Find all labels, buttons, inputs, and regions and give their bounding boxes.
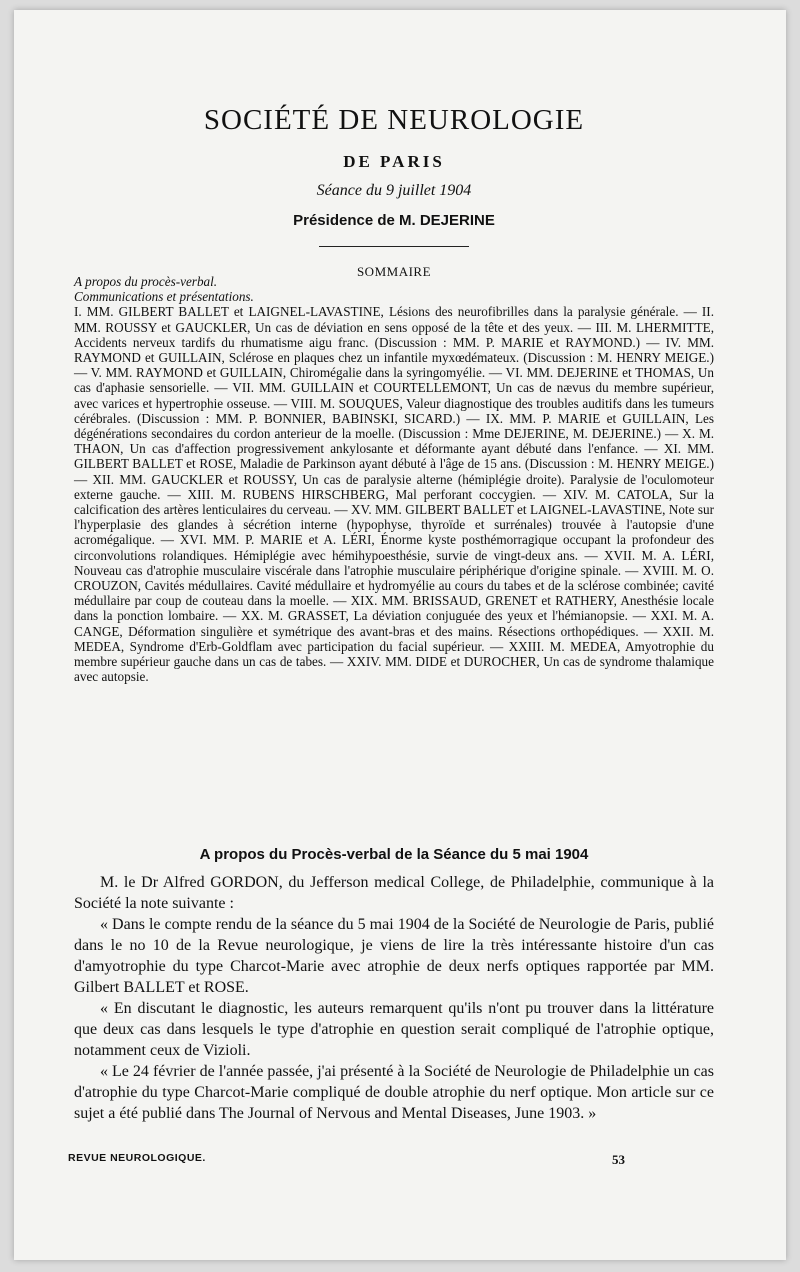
society-subtitle: DE PARIS [343,152,445,171]
summary-body: I. MM. GILBERT BALLET et LAIGNEL-LAVASTINE, Lésions des neurofibrilles dans la paralysie générale. — II. MM. ROUSSY et GAUCKLER, Un cas de déviation en sens opposé de la tête et des yeux. — III. M. LHERMITTE, Accidents nerveux tardifs du rhumatisme aigu franc. (Discussion : MM. P. MARIE et RAYMOND.) — IV. MM. RAYMOND et GUILLAIN, Sclérose en plaques chez un infantile myxœdémateux. (Discussion : M. HENRY MEIGE.) — V. MM. RAYMOND et GUILLAIN, Chiromégalie dans la syringomyélie. — VI. MM. DEJERINE et THOMAS, Un cas d'aphasie sensorielle. — VII. MM. GUILLAIN et COURTELLEMONT, Un cas de nævus du membre supérieur, avec varices et hypertrophie osseuse. — VIII. M. SOUQUES, Valeur diagnostique des troubles auditifs dans les tumeurs cérébrales. (Discussion : MM. P. BONNIER, BABINSKI, SICARD.) — IX. MM. P. MARIE et GUILLAIN, Les dégénérations secondaires du cordon anterieur de la moelle. (Discussion : Mme DEJERINE, M. DEJERINE.) — X. M. THAON, Un cas d'affection progressivement ankylosante et déformante ayant débuté dans l'enfance. — XI. MM. GILBERT BALLET et ROSE, Maladie de Parkinson ayant débuté à l'âge de 15 ans. (Discussion : M. HENRY MEIGE.) — XII. MM. GAUCKLER et ROUSSY, Un cas de paralysie alterne (hémiplégie droite). Paralysie de l'oculomoteur externe gauche. — XIII. M. RUBENS HIRSCHBERG, Mal perforant coccygien. — XIV. M. CATOLA, Sur la calcification des artères lenticulaires du cerveau. — XV. MM. GILBERT BALLET et LAIGNEL-LAVASTINE, Note sur l'hyperplasie des glandes à sécrétion interne (hypophyse, thyroïde et surrénales) trouvée à l'autopsie d'une acromégalique. — XVI. MM. P. MARIE et A. LÉRI, Énorme kyste posthémorragique occupant la profondeur des circonvolutions rolandiques. Hémiplégie avec hémihypoesthésie, survie de vingt-deux ans. — XVII. M. A. LÉRI, Nouveau cas d'atrophie musculaire viscérale dans l'atrophie musculaire périphérique d'origine spinale. — XVIII. M. O. CROUZON, Cavités médullaires. Cavité médullaire et hydromyélie au cours du tabes et de la sclérose combinée; cavité médullaire par coup de couteau dans la moelle. — XIX. MM. BRISSAUD, GRENET et RATHERY, Anesthésie locale dans la ponction lombaire. — XX. M. GRASSET, La déviation conjuguée des yeux et l'hémianopsie. — XXI. M. A. CANGE, Déformation singulière et symétrique des avant-bras et des mains. Résections orthopédiques. — XXII. M. MEDEA, Syndrome d'Erb-Goldflam avec participation du facial supérieur. — XXIII. M. MEDEA, Amyotrophie du membre supérieur gauche dans un cas de tabes. — XXIV. MM. DIDE et DUROCHER, Un cas de syndrome thalamique avec autopsie. [74,304,714,685]
journal-page [14,10,786,1260]
paragraph: « Le 24 février de l'année passée, j'ai présenté à la Société de Neurologie de Philadelphie un cas d'atrophie du type Charcot-Marie compliqué de double atrophie du nerf optique. Mon article sur ce sujet a été publié dans The Journal of Nervous and Mental Diseases, June 1903. » [74,1063,714,1122]
page-number: 53 [612,1152,625,1167]
presidency-line: Présidence de M. DEJERINE [293,212,495,229]
footer-journal-name: REVUE NEUROLOGIQUE. [68,1152,206,1164]
summary-line-communications: Communications et présentations. [74,289,254,305]
session-date: Séance du 9 juillet 1904 [316,182,472,199]
divider-rule [319,246,469,247]
summary-block [74,274,714,684]
letter-body [74,872,714,1124]
summary-heading: SOMMAIRE [356,264,432,279]
society-title: SOCIÉTÉ DE NEUROLOGIE [203,104,585,136]
paragraph: « En discutant le diagnostic, les auteurs remarquent qu'ils n'ont pu trouver dans la littérature que deux cas dans lesquels le type d'atrophie en question serait compliqué de l'atrophie optique, notamment ceux de Vizioli. [74,1000,714,1059]
summary-line-proces-verbal: A propos du procès-verbal. [74,274,218,289]
section-heading: A propos du Procès-verbal de la Séance du 5 mai 1904 [199,846,589,863]
paragraph: M. le Dr Alfred GORDON, du Jefferson medical College, de Philadelphie, communique à la Société la note suivante : [74,874,714,912]
paragraph: « Dans le compte rendu de la séance du 5 mai 1904 de la Société de Neurologie de Paris, publié dans le no 10 de la Revue neurologique, je viens de lire la très intéressante histoire d'un cas d'amyotrophie du type Charcot-Marie avec atrophie de deux nerfs optiques rapportée par MM. Gilbert BALLET et ROSE. [74,916,714,996]
